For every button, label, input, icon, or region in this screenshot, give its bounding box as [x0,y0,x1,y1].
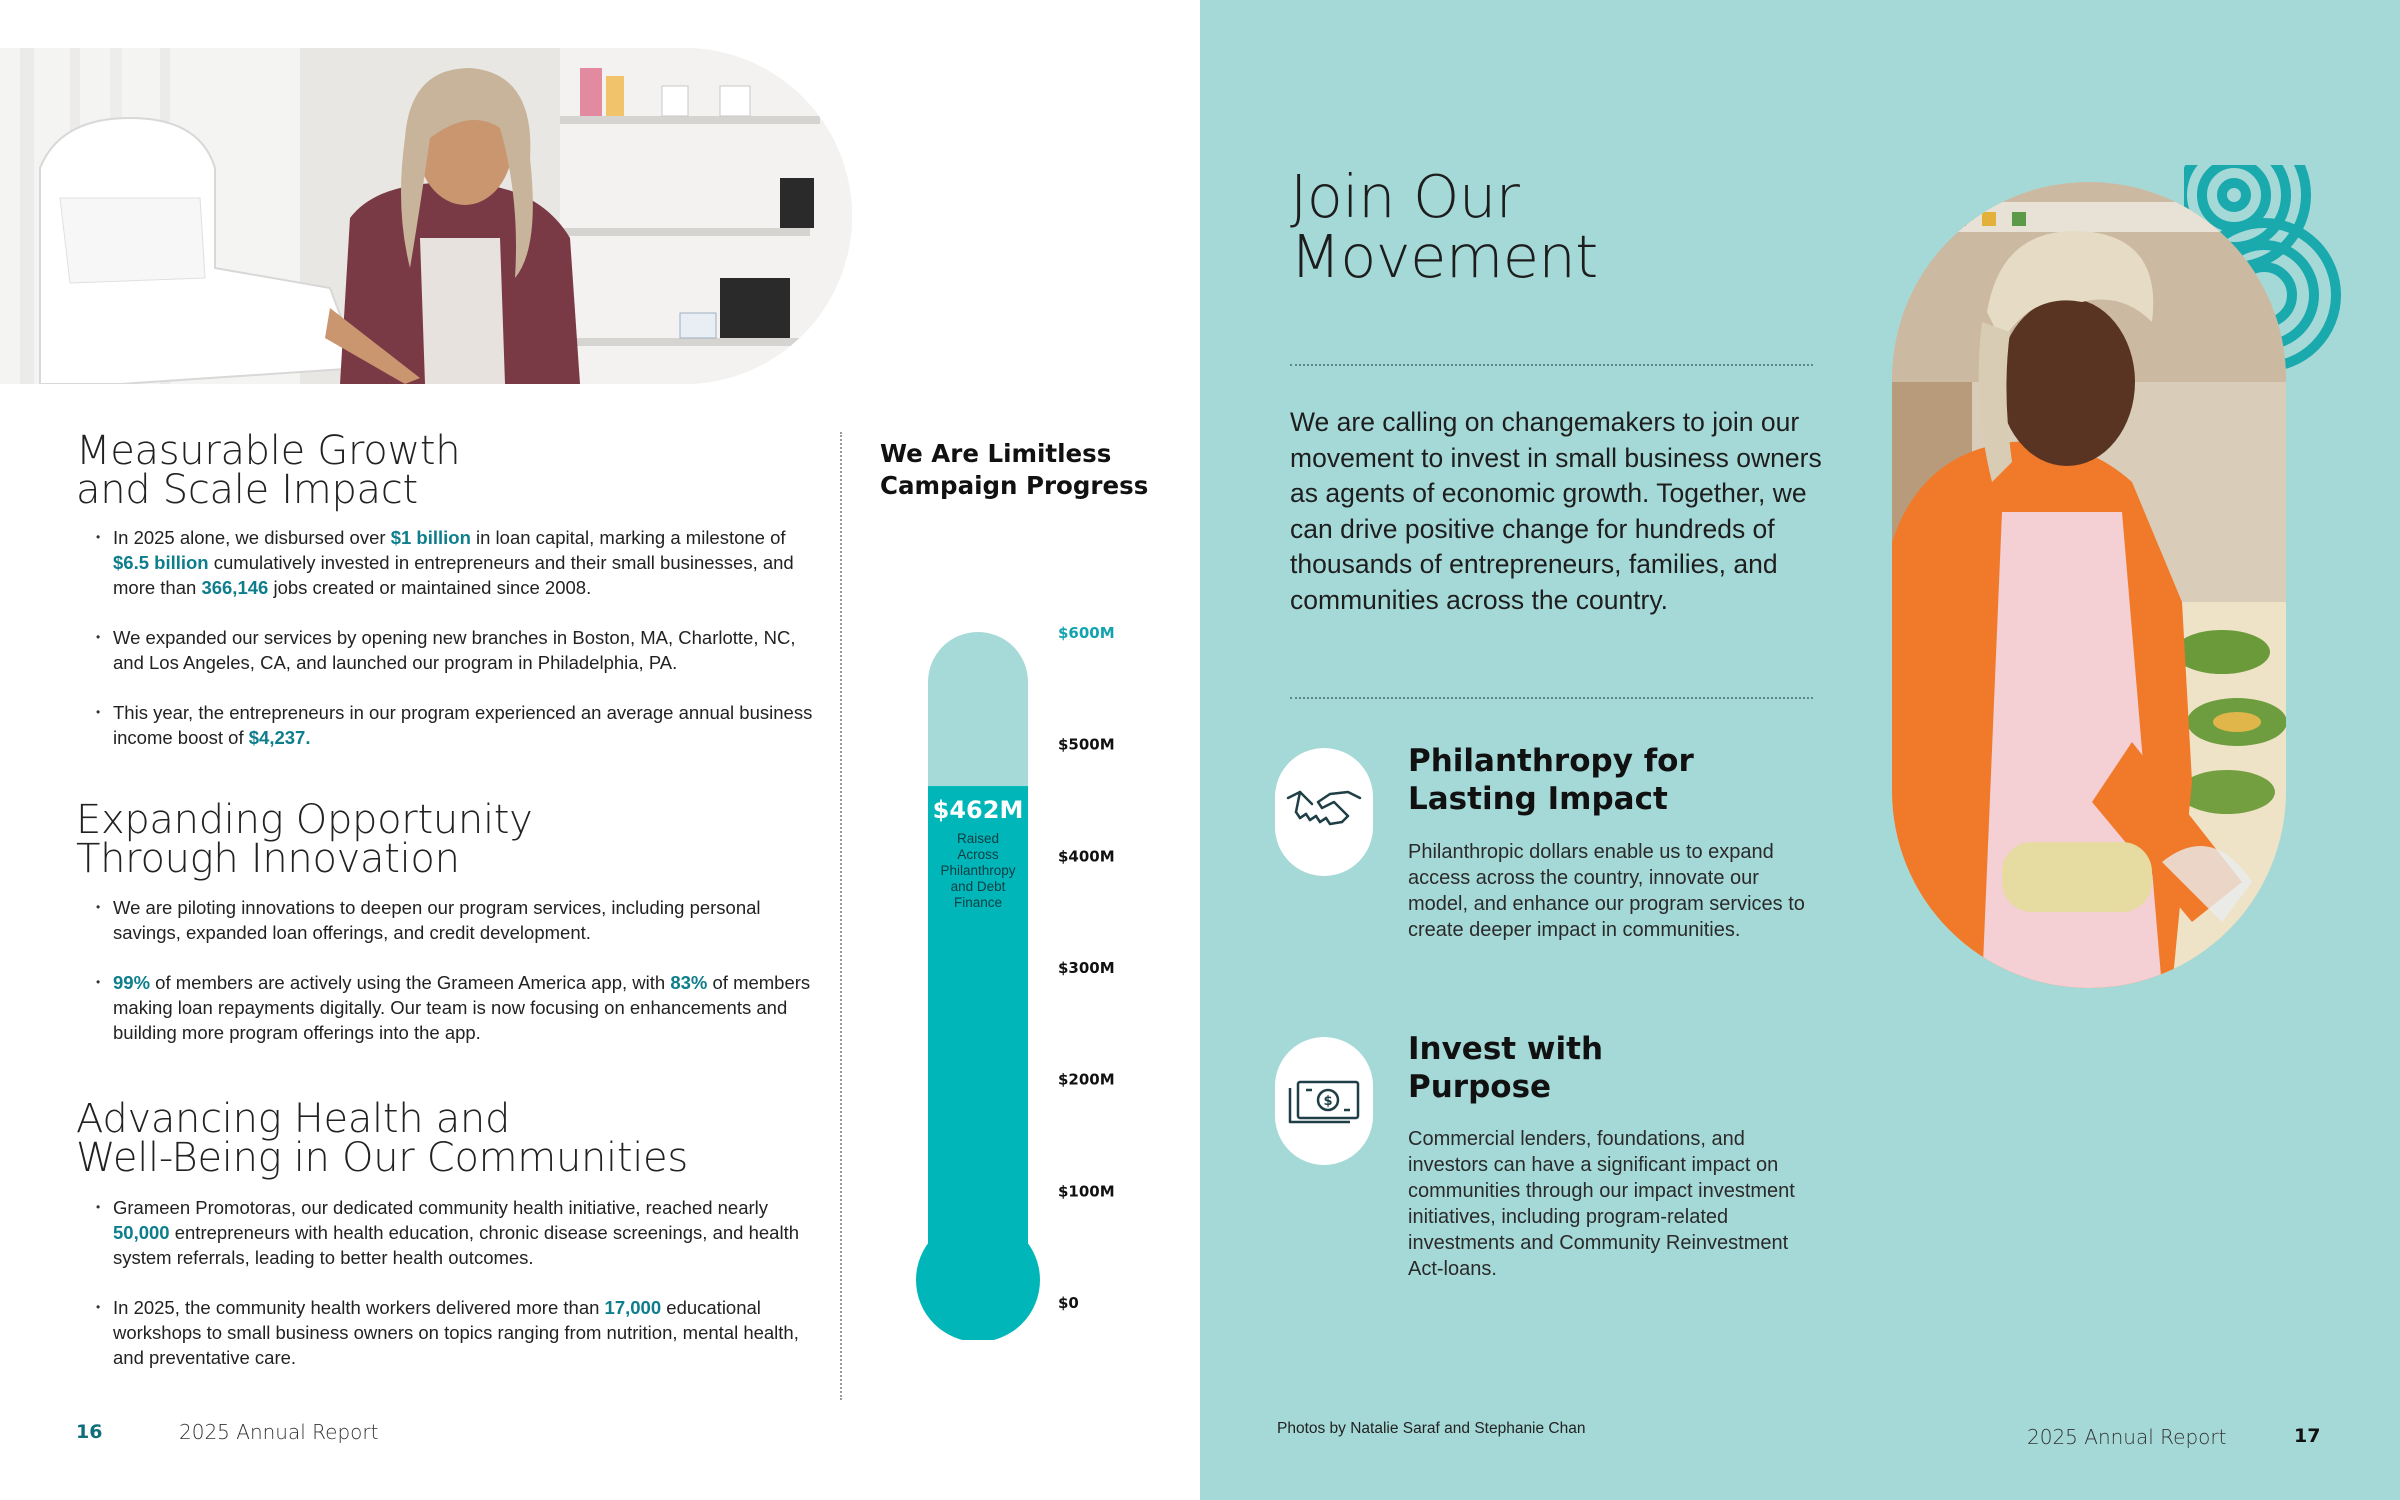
bullet-text: entrepreneurs with health education, chronic disease screenings, and health system referrals, leading to better health outcomes. [113,1222,799,1268]
bullet-text: We are piloting innovations to deepen our program services, including personal savings, expanded loan offerings, and credit development. [113,897,761,943]
highlighted-figure: $4,237. [248,727,311,748]
axis-tick-label: $400M [1058,847,1115,866]
section-title-line: Through Innovation [76,836,460,882]
section-title-growth [76,428,461,513]
join-title-line: Movement [1290,222,1598,291]
highlighted-figure: 17,000 [604,1297,662,1318]
join-title [1290,162,1598,291]
woman-in-salon-photo [0,48,852,384]
feature-title-invest [1408,1030,1603,1106]
highlighted-figure: $1 billion [390,527,471,548]
highlighted-figure: 366,146 [201,577,269,598]
chart-title-line: Campaign Progress [880,471,1149,500]
bullet-text: cumulatively invested in entrepreneurs and their small businesses, and more than [113,552,794,598]
feature-body-philanthropy: Philanthropic dollars enable us to expand access across the country, innovate our model, and enhance our program services to create deeper impact in communities. [1408,841,1805,941]
footer-report-label: 2025 Annual Report [2027,1425,2227,1449]
woman-preparing-food-photo [1892,182,2286,988]
money-icon [1286,1076,1362,1126]
bullets-growth [96,525,816,775]
section-title-innovation [76,797,533,882]
bullet-text: in loan capital, marking a milestone of [470,527,786,548]
divider-top [1290,364,1813,366]
thermometer-fill-caption: and Debt [950,879,1006,895]
bullet-text: In 2025 alone, we disbursed over [113,527,391,548]
highlighted-figure: 83% [670,972,708,993]
thermometer-value-label: $462M [932,796,1024,825]
axis-tick-label: $0 [1058,1294,1079,1312]
bullet-text: educational workshops to small business owners on topics ranging from nutrition, mental health, and preventative care. [113,1297,799,1368]
right-page [1200,0,2400,1500]
axis-tick-label: $100M [1058,1182,1115,1201]
thermometer-fill-caption: Raised [956,831,1000,847]
bullet-item [96,700,816,750]
axis-tick-label: $200M [1058,1070,1115,1089]
feature-title-line: Lasting Impact [1408,781,1668,817]
chart-title-line: We Are Limitless [880,439,1112,468]
feature-title-line: Invest with [1408,1031,1604,1067]
section-title-health [76,1096,688,1181]
axis-tick-label: $600M [1058,624,1115,642]
bullet-text: jobs created or maintained since 2008. [268,577,592,598]
bullet-text: of members making loan repayments digitally. Our team is now focusing on enhancements and building more program offerings into the app. [113,972,811,1043]
svg-text:$: $ [1323,1094,1333,1109]
thermometer-fill-caption: Finance [953,895,1003,911]
bullet-item [96,1295,816,1370]
highlighted-figure: 50,000 [113,1222,170,1243]
money-icon-badge [1275,1037,1373,1165]
bullet-item [96,625,816,675]
handshake-icon-badge [1275,748,1373,876]
section-title-line: Well-Being in Our Communities [76,1135,688,1181]
bullet-item [96,970,816,1045]
bullet-item [96,525,816,600]
thermometer-bulb [916,1218,1040,1340]
campaign-thermometer-chart [880,600,1140,1340]
footer-report-label: 2025 Annual Report [179,1420,379,1444]
highlighted-figure: $6.5 billion [113,552,209,573]
section-title-line: Advancing Health and [76,1096,511,1142]
bullets-health [96,1195,816,1395]
divider-bottom [1290,697,1813,699]
page-number: 16 [76,1421,103,1443]
column-divider [840,432,842,1400]
feature-title-philanthropy [1408,742,1694,818]
photo-credit: Photos by Natalie Saraf and Stephanie Chan [1277,1420,1586,1437]
bullet-item [96,1195,816,1270]
bullets-innovation [96,895,816,1070]
section-title-line: and Scale Impact [76,467,418,513]
page-number: 17 [2294,1425,2321,1447]
join-body: We are calling on changemakers to join our movement to invest in small business owners as agents of economic growth. Together, we can drive positive change for hundreds of thousands of entrepreneurs, families, and communities across the country. [1290,407,1822,615]
bullet-text: Grameen Promotoras, our dedicated community health initiative, reached nearly [113,1197,769,1218]
join-title-line: Join Our [1290,162,1520,231]
feature-title-line: Purpose [1408,1069,1552,1105]
chart-title [880,438,1180,502]
bullet-text: In 2025, the community health workers delivered more than [113,1297,605,1318]
axis-tick-label: $500M [1058,735,1115,754]
section-title-line: Measurable Growth [76,428,461,474]
feature-title-line: Philanthropy for [1408,743,1694,779]
bullet-item [96,895,816,945]
thermometer-tube-fill-gap [928,682,1028,702]
bullet-text: of members are actively using the Grameen America app, with [150,972,671,993]
thermometer-fill-caption: Philanthropy [940,863,1016,879]
feature-body-invest: Commercial lenders, foundations, and investors can have a significant impact on communities through our impact investment initiatives, including program-related investments and Community Reinvestment Act-loans. [1408,1128,1795,1280]
bullet-text: This year, the entrepreneurs in our program experienced an average annual business income boost of [113,702,813,748]
handshake-icon [1286,782,1362,842]
thermometer-fill-caption: Across [957,847,999,863]
section-title-line: Expanding Opportunity [76,797,533,843]
bullet-text: We expanded our services by opening new branches in Boston, MA, Charlotte, NC, and Los Angeles, CA, and launched our program in Philadelphia, PA. [113,627,796,673]
highlighted-figure: 99% [113,972,151,993]
axis-tick-label: $300M [1058,959,1115,977]
